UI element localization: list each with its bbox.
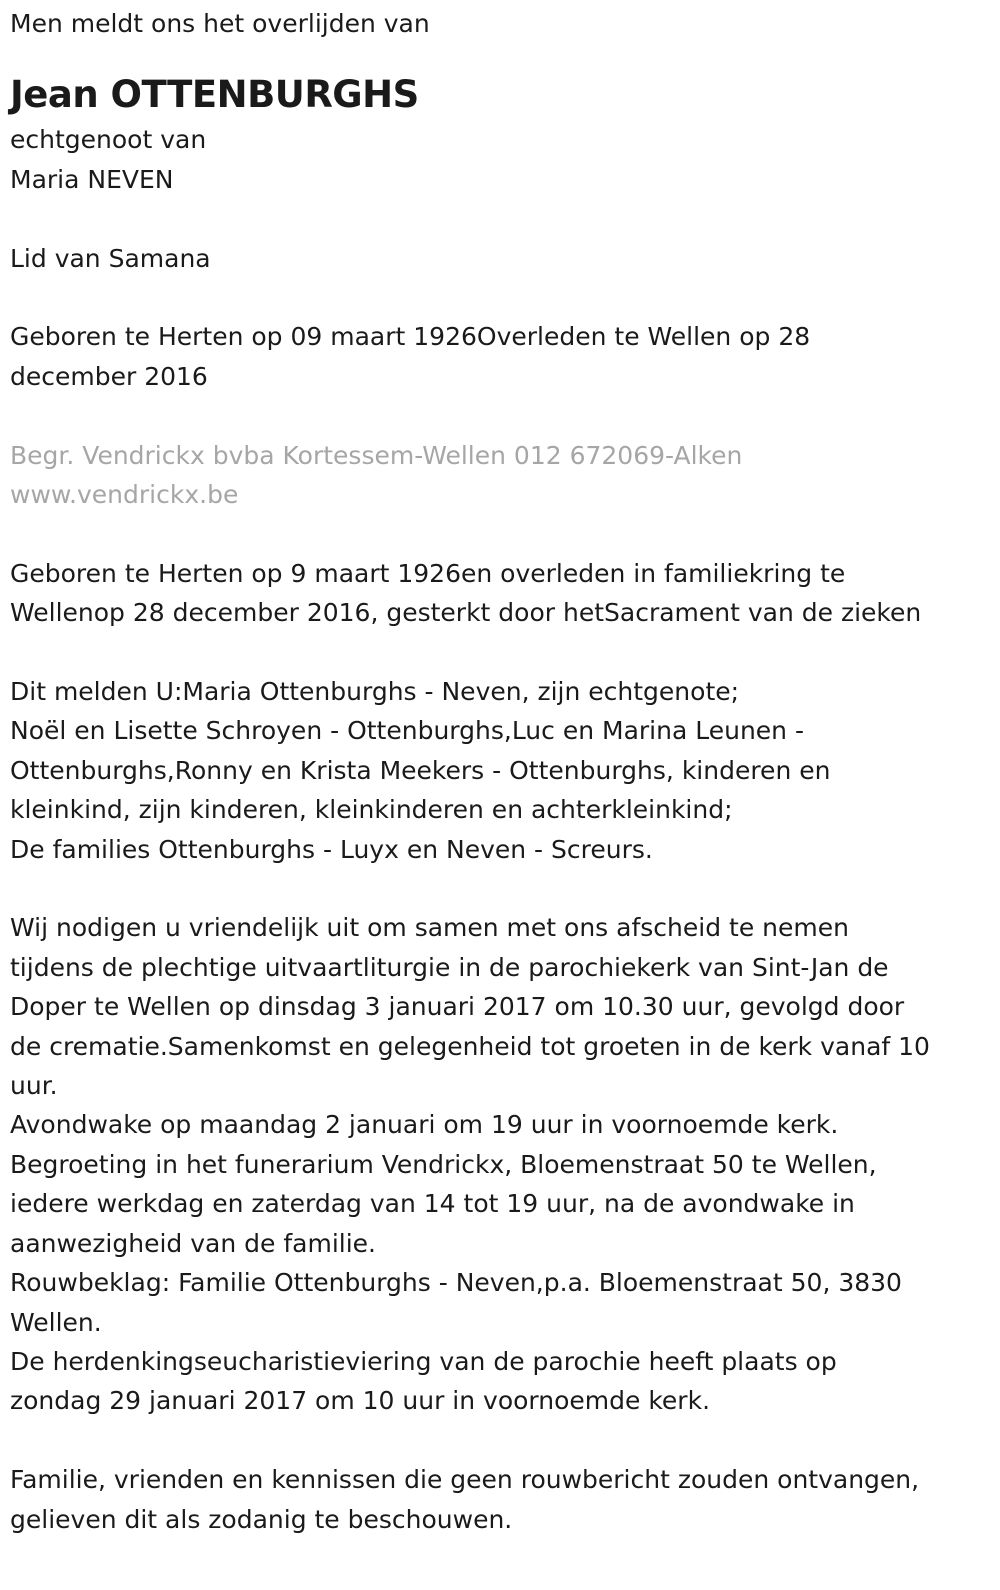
paragraph-line: Doper te Wellen op dinsdag 3 januari 2017 om 10.30 uur, gevolgd door bbox=[10, 992, 905, 1022]
birth-death-paragraph bbox=[10, 554, 1000, 633]
paragraph-line: Ottenburghs,Ronny en Krista Meekers - Ottenburghs, kinderen en bbox=[10, 755, 831, 785]
undertaker-block bbox=[10, 436, 1000, 515]
membership-text: Lid van Samana bbox=[10, 243, 211, 273]
paragraph-line: aanwezigheid van de familie. bbox=[10, 1228, 376, 1258]
spacer bbox=[10, 869, 1000, 908]
spacer bbox=[10, 278, 1000, 317]
paragraph-line: Wellenop 28 december 2016, gesterkt door hetSacrament van de zieken bbox=[10, 598, 922, 628]
dates-block bbox=[10, 317, 1000, 396]
family-paragraph bbox=[10, 672, 1000, 869]
paragraph-line: Familie, vrienden en kennissen die geen rouwbericht zouden ontvangen, bbox=[10, 1465, 920, 1495]
spacer bbox=[10, 1421, 1000, 1460]
paragraph-line: Wellen. bbox=[10, 1307, 102, 1337]
paragraph-line: kleinkind, zijn kinderen, kleinkinderen en achterkleinkind; bbox=[10, 795, 733, 825]
paragraph-line: zondag 29 januari 2017 om 10 uur in voornoemde kerk. bbox=[10, 1386, 711, 1416]
dates-line: december 2016 bbox=[10, 361, 208, 391]
paragraph-line: Begroeting in het funerarium Vendrickx, Bloemenstraat 50 te Wellen, bbox=[10, 1149, 877, 1179]
dates-line: Geboren te Herten op 09 maart 1926Overleden te Wellen op 28 bbox=[10, 322, 811, 352]
paragraph-line: de crematie.Samenkomst en gelegenheid tot groeten in de kerk vanaf 10 bbox=[10, 1031, 930, 1061]
undertaker-website: www.vendrickx.be bbox=[10, 480, 239, 510]
spacer bbox=[10, 514, 1000, 553]
paragraph-line: tijdens de plechtige uitvaartliturgie in de parochiekerk van Sint-Jan de bbox=[10, 952, 889, 982]
spacer bbox=[10, 396, 1000, 435]
paragraph-line: Wij nodigen u vriendelijk uit om samen met ons afscheid te nemen bbox=[10, 913, 849, 943]
paragraph-line: iedere werkdag en zaterdag van 14 tot 19 uur, na de avondwake in bbox=[10, 1189, 855, 1219]
spouse-name: Maria NEVEN bbox=[10, 164, 174, 194]
paragraph-line: De herdenkingseucharistieviering van de parochie heeft plaats op bbox=[10, 1346, 837, 1376]
paragraph-line: uur. bbox=[10, 1071, 58, 1101]
paragraph-line: Avondwake op maandag 2 januari om 19 uur in voornoemde kerk. bbox=[10, 1110, 839, 1140]
spouse-relation: echtgenoot van bbox=[10, 125, 207, 155]
paragraph-line: De families Ottenburghs - Luyx en Neven - Screurs. bbox=[10, 834, 653, 864]
spacer bbox=[10, 199, 1000, 238]
paragraph-line: gelieven dit als zodanig te beschouwen. bbox=[10, 1504, 513, 1534]
deceased-name: Jean OTTENBURGHS bbox=[10, 73, 419, 117]
intro-text: Men meldt ons het overlijden van bbox=[10, 9, 430, 38]
undertaker-line: Begr. Vendrickx bvba Kortessem-Wellen 012 672069-Alken bbox=[10, 440, 743, 470]
paragraph-line: Rouwbeklag: Familie Ottenburghs - Neven,p.a. Bloemenstraat 50, 3830 bbox=[10, 1268, 902, 1298]
paragraph-line: Noël en Lisette Schroyen - Ottenburghs,Luc en Marina Leunen - bbox=[10, 716, 804, 746]
paragraph-line: Dit melden U:Maria Ottenburghs - Neven, zijn echtgenote; bbox=[10, 677, 740, 707]
spacer bbox=[10, 633, 1000, 672]
ceremony-paragraph bbox=[10, 908, 1000, 1420]
closing-paragraph bbox=[10, 1460, 1000, 1539]
paragraph-line: Geboren te Herten op 9 maart 1926en overleden in familiekring te bbox=[10, 558, 846, 588]
